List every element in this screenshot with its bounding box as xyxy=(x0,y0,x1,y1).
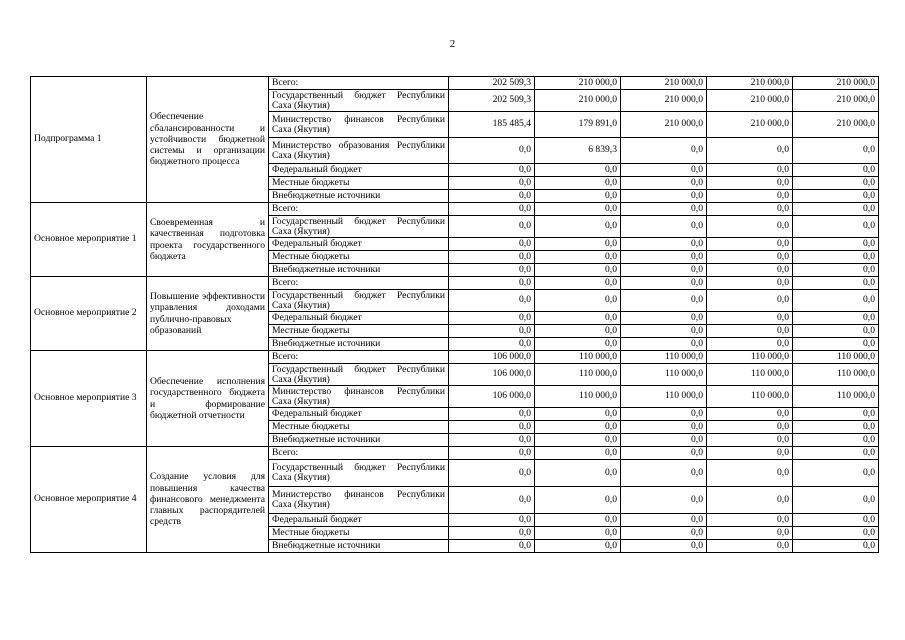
amount-cell: 0,0 xyxy=(707,434,793,447)
amount-cell: 0,0 xyxy=(793,487,879,514)
amount-cell: 0,0 xyxy=(707,325,793,338)
amount-cell: 0,0 xyxy=(449,540,535,553)
amount-cell: 0,0 xyxy=(793,447,879,460)
amount-cell: 0,0 xyxy=(621,540,707,553)
amount-cell: 0,0 xyxy=(621,434,707,447)
amount-cell: 0,0 xyxy=(621,290,707,312)
program-name-cell: Основное мероприятие 2 xyxy=(31,277,147,351)
amount-cell: 0,0 xyxy=(621,338,707,351)
amount-cell: 0,0 xyxy=(707,190,793,203)
amount-cell: 0,0 xyxy=(449,325,535,338)
amount-cell: 202 509,3 xyxy=(449,77,535,90)
amount-cell: 0,0 xyxy=(707,216,793,238)
program-description-cell: Обеспечение сбалансированности и устойчивости бюджетной системы и организации бюджетного процесса xyxy=(147,77,269,203)
amount-cell: 0,0 xyxy=(707,177,793,190)
program-description-cell: Повышение эффективности управления доходами публично-правовых образований xyxy=(147,277,269,351)
amount-cell: 0,0 xyxy=(535,421,621,434)
amount-cell: 0,0 xyxy=(535,164,621,177)
amount-cell: 110 000,0 xyxy=(793,364,879,386)
amount-cell: 0,0 xyxy=(793,264,879,277)
amount-cell: 0,0 xyxy=(535,203,621,216)
amount-cell: 0,0 xyxy=(707,338,793,351)
amount-cell: 0,0 xyxy=(707,514,793,527)
funding-source-cell: Министерство финансов Республики Саха (Якутия) xyxy=(269,112,449,138)
table-row xyxy=(31,351,879,364)
amount-cell: 0,0 xyxy=(793,190,879,203)
amount-cell: 0,0 xyxy=(793,434,879,447)
amount-cell: 110 000,0 xyxy=(621,351,707,364)
amount-cell: 0,0 xyxy=(621,421,707,434)
amount-cell: 0,0 xyxy=(535,251,621,264)
amount-cell: 0,0 xyxy=(449,527,535,540)
amount-cell: 0,0 xyxy=(793,514,879,527)
funding-source-cell: Всего: xyxy=(269,277,449,290)
amount-cell: 0,0 xyxy=(535,527,621,540)
funding-source-cell: Государственный бюджет Республики Саха (Якутия) xyxy=(269,460,449,487)
funding-source-cell: Министерство образования Республики Саха (Якутия) xyxy=(269,138,449,164)
funding-source-cell: Всего: xyxy=(269,351,449,364)
amount-cell: 0,0 xyxy=(621,164,707,177)
table-row xyxy=(31,277,879,290)
amount-cell: 0,0 xyxy=(449,264,535,277)
amount-cell: 0,0 xyxy=(707,540,793,553)
amount-cell: 0,0 xyxy=(707,460,793,487)
funding-source-cell: Внебюджетные источники xyxy=(269,190,449,203)
amount-cell: 0,0 xyxy=(449,238,535,251)
amount-cell: 110 000,0 xyxy=(535,364,621,386)
amount-cell: 210 000,0 xyxy=(707,112,793,138)
amount-cell: 0,0 xyxy=(707,138,793,164)
funding-source-cell: Внебюджетные источники xyxy=(269,540,449,553)
amount-cell: 0,0 xyxy=(793,277,879,290)
amount-cell: 210 000,0 xyxy=(707,90,793,112)
amount-cell: 0,0 xyxy=(449,312,535,325)
amount-cell: 0,0 xyxy=(793,540,879,553)
amount-cell: 110 000,0 xyxy=(707,351,793,364)
amount-cell: 0,0 xyxy=(707,487,793,514)
amount-cell: 6 839,3 xyxy=(535,138,621,164)
funding-source-cell: Местные бюджеты xyxy=(269,421,449,434)
amount-cell: 0,0 xyxy=(621,190,707,203)
amount-cell: 185 485,4 xyxy=(449,112,535,138)
amount-cell: 0,0 xyxy=(535,540,621,553)
amount-cell: 0,0 xyxy=(707,290,793,312)
amount-cell: 0,0 xyxy=(707,408,793,421)
amount-cell: 0,0 xyxy=(707,251,793,264)
amount-cell: 0,0 xyxy=(793,203,879,216)
amount-cell: 0,0 xyxy=(535,264,621,277)
funding-source-cell: Федеральный бюджет xyxy=(269,164,449,177)
amount-cell: 0,0 xyxy=(707,312,793,325)
amount-cell: 0,0 xyxy=(793,408,879,421)
amount-cell: 0,0 xyxy=(621,138,707,164)
amount-cell: 0,0 xyxy=(793,238,879,251)
budget-table xyxy=(30,76,879,553)
amount-cell: 210 000,0 xyxy=(535,77,621,90)
funding-source-cell: Внебюджетные источники xyxy=(269,434,449,447)
amount-cell: 0,0 xyxy=(535,216,621,238)
amount-cell: 0,0 xyxy=(793,312,879,325)
amount-cell: 0,0 xyxy=(535,408,621,421)
amount-cell: 0,0 xyxy=(621,177,707,190)
amount-cell: 0,0 xyxy=(621,277,707,290)
funding-source-cell: Всего: xyxy=(269,203,449,216)
amount-cell: 0,0 xyxy=(535,434,621,447)
amount-cell: 0,0 xyxy=(621,487,707,514)
funding-source-cell: Федеральный бюджет xyxy=(269,514,449,527)
amount-cell: 0,0 xyxy=(535,290,621,312)
amount-cell: 0,0 xyxy=(707,421,793,434)
amount-cell: 0,0 xyxy=(449,460,535,487)
program-name-cell: Основное мероприятие 3 xyxy=(31,351,147,447)
amount-cell: 0,0 xyxy=(621,238,707,251)
amount-cell: 110 000,0 xyxy=(707,364,793,386)
amount-cell: 0,0 xyxy=(793,251,879,264)
funding-source-cell: Государственный бюджет Республики Саха (Якутия) xyxy=(269,364,449,386)
amount-cell: 210 000,0 xyxy=(621,112,707,138)
program-name-cell: Основное мероприятие 4 xyxy=(31,447,147,553)
amount-cell: 0,0 xyxy=(535,190,621,203)
program-description-cell: Своевременная и качественная подготовка проекта государственного бюджета xyxy=(147,203,269,277)
amount-cell: 0,0 xyxy=(449,514,535,527)
funding-source-cell: Внебюджетные источники xyxy=(269,338,449,351)
funding-source-cell: Федеральный бюджет xyxy=(269,312,449,325)
funding-source-cell: Государственный бюджет Республики Саха (Якутия) xyxy=(269,290,449,312)
amount-cell: 210 000,0 xyxy=(535,90,621,112)
amount-cell: 0,0 xyxy=(621,447,707,460)
amount-cell: 0,0 xyxy=(621,325,707,338)
funding-source-cell: Федеральный бюджет xyxy=(269,408,449,421)
amount-cell: 0,0 xyxy=(621,527,707,540)
amount-cell: 0,0 xyxy=(621,203,707,216)
funding-source-cell: Местные бюджеты xyxy=(269,177,449,190)
amount-cell: 0,0 xyxy=(535,312,621,325)
amount-cell: 106 000,0 xyxy=(449,386,535,408)
amount-cell: 0,0 xyxy=(449,164,535,177)
amount-cell: 0,0 xyxy=(793,290,879,312)
amount-cell: 0,0 xyxy=(621,216,707,238)
amount-cell: 106 000,0 xyxy=(449,364,535,386)
amount-cell: 210 000,0 xyxy=(621,77,707,90)
amount-cell: 0,0 xyxy=(707,277,793,290)
funding-source-cell: Государственный бюджет Республики Саха (Якутия) xyxy=(269,90,449,112)
amount-cell: 110 000,0 xyxy=(621,386,707,408)
amount-cell: 210 000,0 xyxy=(793,90,879,112)
funding-source-cell: Местные бюджеты xyxy=(269,527,449,540)
funding-source-cell: Всего: xyxy=(269,447,449,460)
amount-cell: 0,0 xyxy=(449,216,535,238)
amount-cell: 0,0 xyxy=(535,277,621,290)
amount-cell: 0,0 xyxy=(793,421,879,434)
funding-source-cell: Местные бюджеты xyxy=(269,325,449,338)
amount-cell: 110 000,0 xyxy=(535,351,621,364)
amount-cell: 0,0 xyxy=(707,447,793,460)
amount-cell: 0,0 xyxy=(793,460,879,487)
amount-cell: 0,0 xyxy=(621,408,707,421)
funding-source-cell: Всего: xyxy=(269,77,449,90)
amount-cell: 0,0 xyxy=(793,164,879,177)
amount-cell: 0,0 xyxy=(621,514,707,527)
amount-cell: 0,0 xyxy=(449,251,535,264)
amount-cell: 0,0 xyxy=(707,264,793,277)
funding-source-cell: Местные бюджеты xyxy=(269,251,449,264)
amount-cell: 0,0 xyxy=(621,264,707,277)
amount-cell: 0,0 xyxy=(707,203,793,216)
amount-cell: 0,0 xyxy=(793,527,879,540)
amount-cell: 0,0 xyxy=(621,312,707,325)
amount-cell: 0,0 xyxy=(449,408,535,421)
funding-source-cell: Внебюджетные источники xyxy=(269,264,449,277)
amount-cell: 110 000,0 xyxy=(707,386,793,408)
amount-cell: 0,0 xyxy=(535,460,621,487)
amount-cell: 0,0 xyxy=(449,338,535,351)
amount-cell: 0,0 xyxy=(793,325,879,338)
amount-cell: 0,0 xyxy=(449,447,535,460)
amount-cell: 0,0 xyxy=(793,138,879,164)
amount-cell: 0,0 xyxy=(535,325,621,338)
amount-cell: 110 000,0 xyxy=(535,386,621,408)
amount-cell: 210 000,0 xyxy=(621,90,707,112)
amount-cell: 0,0 xyxy=(449,421,535,434)
amount-cell: 0,0 xyxy=(535,177,621,190)
amount-cell: 210 000,0 xyxy=(793,77,879,90)
page-number: 2 xyxy=(449,38,456,50)
amount-cell: 110 000,0 xyxy=(793,386,879,408)
amount-cell: 0,0 xyxy=(793,177,879,190)
amount-cell: 0,0 xyxy=(621,460,707,487)
table-row xyxy=(31,447,879,460)
amount-cell: 210 000,0 xyxy=(793,112,879,138)
amount-cell: 0,0 xyxy=(449,487,535,514)
table-row xyxy=(31,77,879,90)
amount-cell: 0,0 xyxy=(535,514,621,527)
program-name-cell: Основное мероприятие 1 xyxy=(31,203,147,277)
amount-cell: 0,0 xyxy=(449,138,535,164)
amount-cell: 0,0 xyxy=(535,238,621,251)
table-row xyxy=(31,203,879,216)
funding-source-cell: Федеральный бюджет xyxy=(269,238,449,251)
amount-cell: 0,0 xyxy=(535,487,621,514)
amount-cell: 0,0 xyxy=(535,447,621,460)
amount-cell: 0,0 xyxy=(707,164,793,177)
amount-cell: 0,0 xyxy=(707,527,793,540)
amount-cell: 0,0 xyxy=(621,251,707,264)
funding-source-cell: Государственный бюджет Республики Саха (Якутия) xyxy=(269,216,449,238)
amount-cell: 0,0 xyxy=(449,177,535,190)
amount-cell: 0,0 xyxy=(449,434,535,447)
program-name-cell: Подпрограмма 1 xyxy=(31,77,147,203)
amount-cell: 110 000,0 xyxy=(793,351,879,364)
amount-cell: 0,0 xyxy=(793,216,879,238)
amount-cell: 0,0 xyxy=(535,338,621,351)
amount-cell: 210 000,0 xyxy=(707,77,793,90)
amount-cell: 0,0 xyxy=(793,338,879,351)
amount-cell: 0,0 xyxy=(707,238,793,251)
amount-cell: 106 000,0 xyxy=(449,351,535,364)
amount-cell: 0,0 xyxy=(449,203,535,216)
amount-cell: 0,0 xyxy=(449,190,535,203)
amount-cell: 202 509,3 xyxy=(449,90,535,112)
program-description-cell: Создание условия для повышения качества финансового менеджмента главных распорядителей средств xyxy=(147,447,269,553)
amount-cell: 110 000,0 xyxy=(621,364,707,386)
amount-cell: 0,0 xyxy=(449,290,535,312)
program-description-cell: Обеспечение исполнения государственного бюджета и формирование бюджетной отчетности xyxy=(147,351,269,447)
amount-cell: 0,0 xyxy=(449,277,535,290)
funding-source-cell: Министерство финансов Республики Саха (Якутия) xyxy=(269,386,449,408)
amount-cell: 179 891,0 xyxy=(535,112,621,138)
funding-source-cell: Министерство финансов Республики Саха (Якутия) xyxy=(269,487,449,514)
